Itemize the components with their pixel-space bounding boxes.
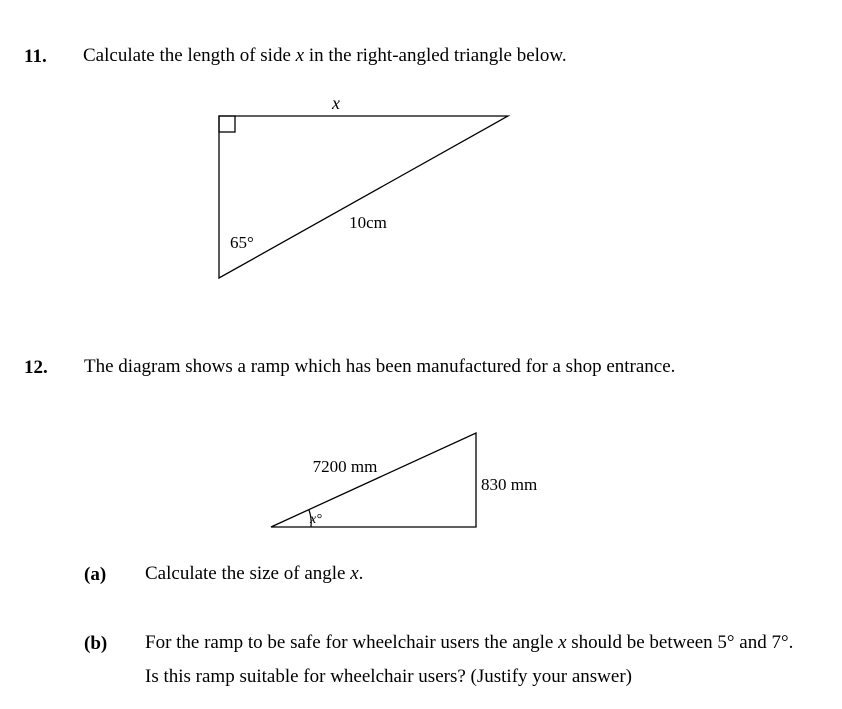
question-text-start: Calculate the length of side [83,45,296,66]
side-x-label: x [332,93,340,113]
question-number: 12. [24,357,48,378]
part-a-text-start: Calculate the size of angle [145,563,351,584]
question-text-end: in the right-angled triangle below. [304,45,567,66]
ramp-triangle [271,433,476,527]
variable-x: x [558,632,567,653]
part-b-line-2: Is this ramp suitable for wheelchair users? (Justify your answer) [145,666,632,687]
question-text: The diagram shows a ramp which has been manufactured for a shop entrance. [84,356,676,377]
part-b-line-1-start: For the ramp to be safe for wheelchair users the angle [145,632,559,653]
part-a-text-end: . [358,563,364,584]
angle-x-label: x° [310,512,322,527]
part-b-line-1 [145,632,793,654]
variable-x: x [295,45,305,66]
height-label: 830 mm [481,475,538,494]
part-label: (b) [84,633,108,654]
part-a-text [145,563,363,585]
part-b-line-1-end: should be between 5° and 7°. [566,632,794,653]
variable-x: x [350,563,359,584]
hypotenuse-label: 10cm [349,213,387,232]
hypotenuse-label: 7200 mm [312,457,378,476]
part-label: (a) [84,564,107,585]
angle-label: 65° [230,233,254,252]
question-number: 11. [24,46,47,67]
